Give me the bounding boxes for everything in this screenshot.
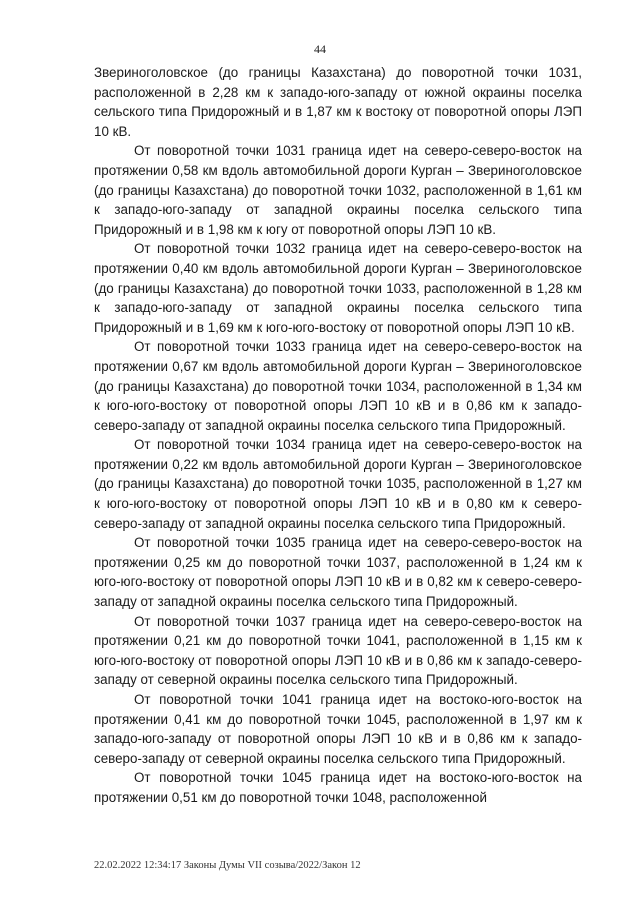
paragraph-point-1032: От поворотной точки 1032 граница идет на северо-северо-восток на протяжении 0,40 км вдоль автомобильной дороги Курган – Звериноголовское (до границы Казахстана) до поворотной точки 1033, расположенной в 1,28 км к западо-юго-западу от западной окраины поселка сельского типа Придорожный и в 1,69 км к юго-юго-востоку от поворотной опоры ЛЭП 10 кВ. [94,241,582,335]
paragraph-point-1034: От поворотной точки 1034 граница идет на северо-северо-восток на протяжении 0,22 км вдоль автомобильной дороги Курган – Звериноголовское (до границы Казахстана) до поворотной точки 1035, расположенной в 1,27 км к юго-юго-востоку от поворотной опоры ЛЭП 10 кВ и в 0,80 км к северо-северо-западу от западной окраины поселка сельского типа Придорожный. [94,437,582,531]
document-footer: 22.02.2022 12:34:17 Законы Думы VII созыва/2022/Закон 12 [94,860,361,871]
paragraph-point-1037: От поворотной точки 1037 граница идет на северо-северо-восток на протяжении 0,21 км до поворотной точки 1041, расположенной в 1,15 км к юго-юго-востоку от поворотной опоры ЛЭП 10 кВ и в 0,86 км к западо-северо-западу от северной окраины поселка сельского типа Придорожный. [94,613,582,688]
paragraph-point-1041: От поворотной точки 1041 граница идет на востоко-юго-восток на протяжении 0,41 км до поворотной точки 1045, расположенной в 1,97 км к западо-юго-западу от поворотной опоры ЛЭП 10 кВ и в 0,86 км к западо-северо-западу от северной окраины поселка сельского типа Придорожный. [94,692,582,766]
page-number: 44 [314,42,326,56]
paragraph-continuation: Звериноголовское (до границы Казахстана) до поворотной точки 1031, расположенной в 2,28 км к западо-юго-западу от южной окраины поселка сельского типа Придорожный и в 1,87 км к востоку от поворотной опоры ЛЭП 10 кВ. [94,65,582,139]
paragraph-point-1033: От поворотной точки 1033 граница идет на северо-северо-восток на протяжении 0,67 км вдоль автомобильной дороги Курган – Звериноголовское (до границы Казахстана) до поворотной точки 1034, расположенной в 1,34 км к юго-юго-востоку от поворотной опоры ЛЭП 10 кВ и в 0,86 км к западо-северо-западу от западной окраины поселка сельского типа Придорожный. [94,339,582,433]
paragraph-point-1035: От поворотной точки 1035 граница идет на северо-северо-восток на протяжении 0,25 км до поворотной точки 1037, расположенной в 1,24 км к юго-юго-востоку от поворотной опоры ЛЭП 10 кВ и в 0,82 км к северо-северо-западу от западной окраины поселка сельского типа Придорожный. [94,535,582,610]
paragraph-point-1045: От поворотной точки 1045 граница идет на востоко-юго-восток на протяжении 0,51 км до поворотной точки 1048, расположенной [94,770,582,805]
document-body [94,63,582,808]
paragraph-point-1031: От поворотной точки 1031 граница идет на северо-северо-восток на протяжении 0,58 км вдоль автомобильной дороги Курган – Звериноголовское (до границы Казахстана) до поворотной точки 1032, расположенной в 1,61 км к западо-юго-западу от западной окраины поселка сельского типа Придорожный и в 1,98 км к югу от поворотной опоры ЛЭП 10 кВ. [94,143,582,237]
